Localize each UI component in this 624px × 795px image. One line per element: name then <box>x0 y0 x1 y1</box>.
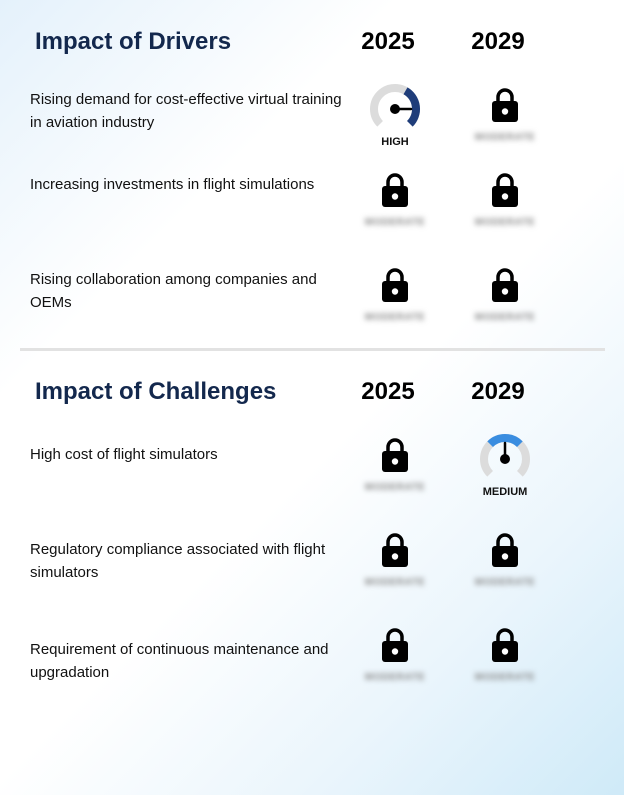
lock-icon <box>380 267 410 303</box>
driver-row-3-label: Rising collaboration among companies and OEMs <box>30 271 317 311</box>
lock-icon <box>380 627 410 663</box>
challenge-row-1-label: High cost of flight simulators <box>30 446 218 463</box>
gauge-icon <box>475 432 535 484</box>
driver-row-2-label: Increasing investments in flight simulations <box>30 176 315 193</box>
challenge-row-3-2029 <box>465 627 545 697</box>
hidden-rating-text: MODERATE <box>364 312 426 323</box>
driver-row-1-label: Rising demand for cost-effective virtual training in aviation industry <box>30 91 342 131</box>
challenge-row-3-label: Requirement of continuous maintenance and upgradation <box>30 641 329 681</box>
challenges-year-2029: 2029 <box>471 378 525 405</box>
hidden-rating-text: MODERATE <box>474 132 536 143</box>
driver-row-3-2025 <box>355 267 435 337</box>
lock-icon <box>490 532 520 568</box>
gauge-level-label: HIGH <box>381 136 409 148</box>
hidden-rating-text: MODERATE <box>364 672 426 683</box>
driver-row-1-2029 <box>465 87 545 157</box>
drivers-title: Impact of Drivers <box>35 28 232 55</box>
lock-icon <box>490 172 520 208</box>
section-divider <box>20 348 605 351</box>
hidden-rating-text: MODERATE <box>474 672 536 683</box>
lock-icon <box>490 87 520 123</box>
challenge-row-1-2029 <box>465 440 545 510</box>
challenge-row-2-label: Regulatory compliance associated with flight simulators <box>30 541 326 581</box>
challenge-row-2-2029 <box>465 532 545 602</box>
hidden-rating-text: MODERATE <box>364 482 426 493</box>
hidden-rating-text: MODERATE <box>474 312 536 323</box>
drivers-year-2029: 2029 <box>471 28 525 55</box>
lock-icon <box>490 267 520 303</box>
gauge-icon <box>365 82 425 134</box>
hidden-rating-text: MODERATE <box>364 577 426 588</box>
hidden-rating-text: MODERATE <box>364 217 426 228</box>
hidden-rating-text: MODERATE <box>474 217 536 228</box>
driver-row-3-2029 <box>465 267 545 337</box>
driver-row-1-2025 <box>355 90 435 160</box>
challenge-row-1-2025 <box>355 437 435 507</box>
lock-icon <box>380 532 410 568</box>
drivers-year-2025: 2025 <box>361 28 415 55</box>
lock-icon <box>380 437 410 473</box>
driver-row-2-2025 <box>355 172 435 242</box>
lock-icon <box>380 172 410 208</box>
driver-row-2-2029 <box>465 172 545 242</box>
challenge-row-2-2025 <box>355 532 435 602</box>
challenges-year-2025: 2025 <box>361 378 415 405</box>
challenges-title: Impact of Challenges <box>35 378 277 405</box>
lock-icon <box>490 627 520 663</box>
challenge-row-3-2025 <box>355 627 435 697</box>
gauge-level-label: MEDIUM <box>482 486 528 498</box>
hidden-rating-text: MODERATE <box>474 577 536 588</box>
